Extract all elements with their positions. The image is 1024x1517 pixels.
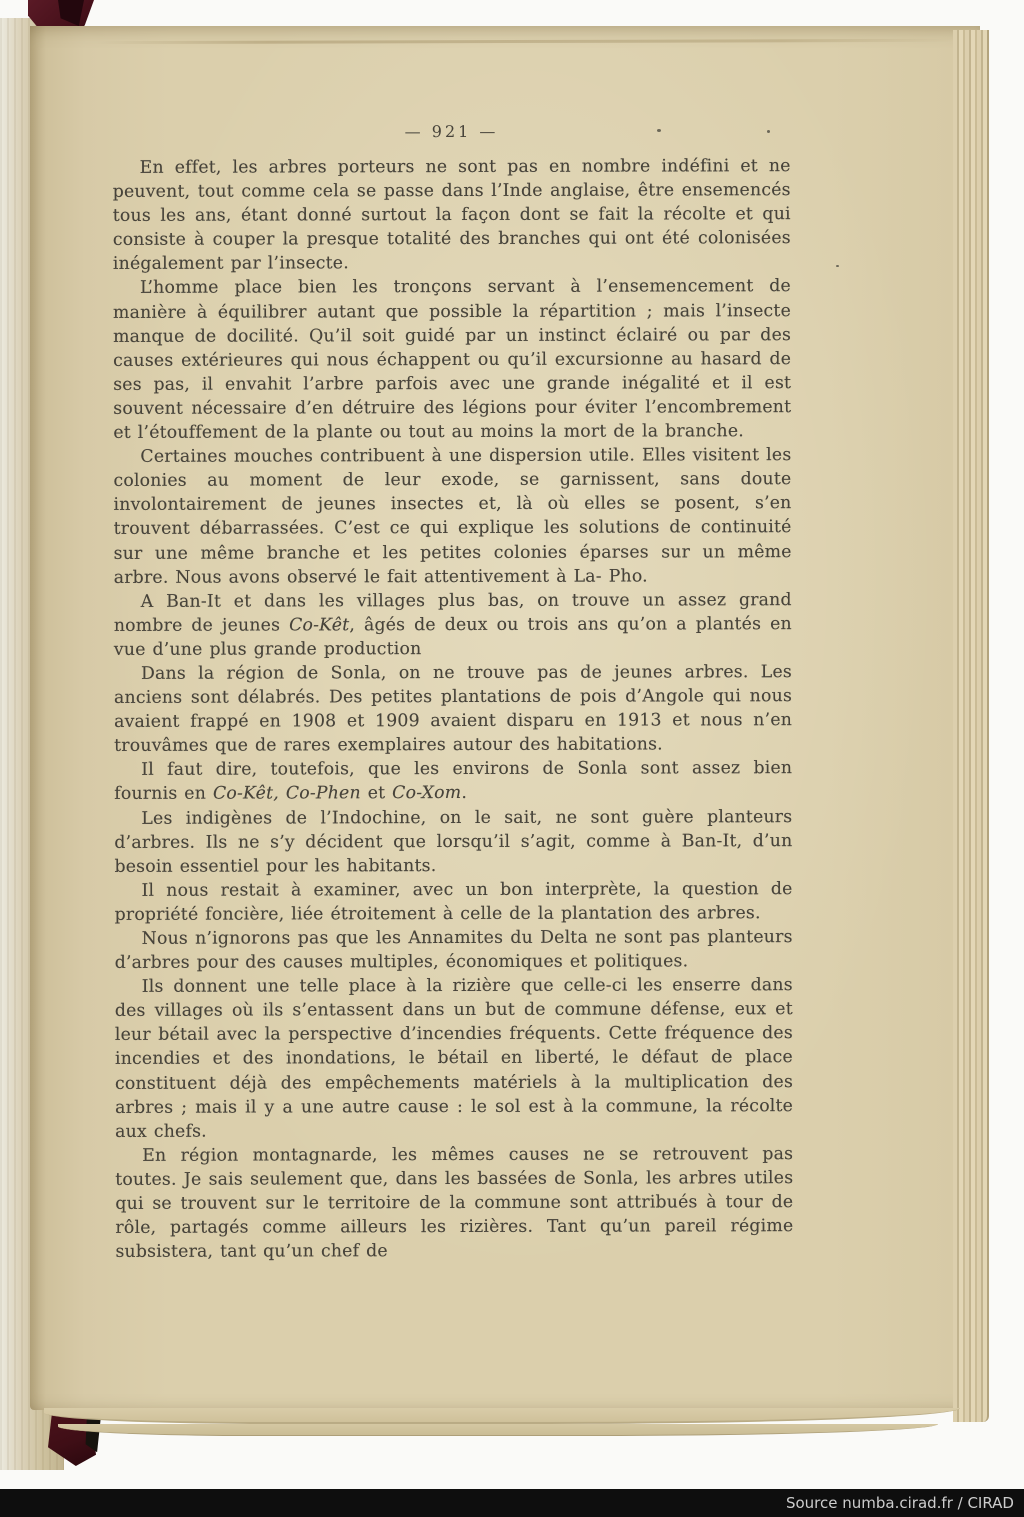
paragraph-text: .	[461, 783, 468, 804]
species-name: Co-Kêt, Co-Phen	[212, 783, 361, 805]
paragraph-text: Il faut dire, toutefois, que les environs de Sonla sont assez bien fournis en	[114, 758, 793, 805]
paragraph-text: L’homme place bien les tronçons servant à l’ensemencement de manière à équilibrer autant que possible la répartition ; mais l’insecte manque de docilité. Qu’il soit guidé par un instinct éclairé ou par des causes extérieures qui nous échappent ou qu’il excursionne au hasard de ses pas, il envahit l’arbre parfois avec une grande inégalité et il est souvent nécessaire d’en détruire des légions pour éviter l’encombrement et l’étouffement de la plante ou tout au moins la mort de la branche.	[112, 276, 792, 443]
paragraph	[114, 660, 792, 758]
species-name: Co-Kêt	[289, 615, 350, 636]
species-name: Co-Xom	[392, 783, 462, 804]
scan-speck	[657, 129, 661, 132]
paragraph	[114, 756, 792, 806]
stacked-page-edges	[953, 30, 989, 1422]
source-credit-text: Source numba.cirad.fr / CIRAD	[785, 1494, 1014, 1512]
paragraph	[114, 805, 792, 879]
paragraph-text: Certaines mouches contribuent à une dispersion utile. Elles visitent les colonies au moment de leur exode, se garnissent, sans doute involontairement de jeunes insectes et, là où elles se posent, s’en trouvent débarrassées. C’est ce qui explique les solutions de continuité sur une même branche et les petites colonies éparses sur un même arbre. Nous avons observé le fait attentivement à La- Pho.	[113, 445, 792, 588]
page-bottom-curl-outer	[44, 1408, 960, 1424]
paragraph-text: Il nous restait à examiner, avec un bon interprète, la question de propriété foncière, liée étroitement à celle de la plantation des arbres.	[114, 878, 793, 925]
paragraph	[115, 1142, 793, 1264]
paragraph-text: En région montagnarde, les mêmes causes ne se retrouvent pas toutes. Je sais seulement que, dans les bassées de Sonla, les arbres utiles qui se trouvent sur le territoire de la commune sont attribués à tour de rôle, partagés comme ailleurs les rizières. Tant qu’un pareil régime subsistera, tant qu’un chef de	[115, 1143, 794, 1263]
scan-speck	[836, 265, 839, 267]
paragraph-text: A Ban-It et dans les villages plus bas, on trouve un assez grand nombre de jeunes	[113, 589, 792, 636]
paragraph	[114, 877, 792, 927]
page-number: — 921 —	[404, 121, 499, 142]
scan-speck	[767, 130, 770, 133]
paragraph-text: et	[360, 783, 393, 804]
paragraph-text: En effet, les arbres porteurs ne sont pas en nombre indéfini et ne peuvent, tout comme cela se passe dans l’Inde anglaise, être ensemencés tous les ans, étant donné surtout la façon dont se fait la récolte et qui consiste à couper la presque totalité des branches qui ont été colonisées inégalement par l’insecte.	[112, 156, 791, 275]
paragraph	[113, 275, 791, 445]
paragraph	[115, 973, 793, 1143]
paragraph	[113, 443, 791, 589]
paragraph-text: Ils donnent une telle place à la rizière que celle-ci les enserre dans des villages où ils s’entassent dans un but de commune défense, eux et leur bétail avec la perspective d’incendies fréquents. Cette fréquence des incendies et des inondations, le bétail en liberté, le défaut de place constituent déjà des empêchements matériels à la multiplication des arbres ; mais il y a une autre cause : le sol est à la commune, la récolte aux chefs.	[114, 975, 794, 1142]
page-text-block	[113, 121, 794, 1264]
source-credit-bar	[0, 1489, 1024, 1517]
paragraph-text: Nous n’ignorons pas que les Annamites du Delta ne sont pas planteurs d’arbres pour des causes multiples, économiques et politiques.	[114, 927, 793, 973]
page-bottom-curl-inner	[58, 1424, 938, 1436]
paragraph-text: Dans la région de Sonla, on ne trouve pas de jeunes arbres. Les anciens sont délabrés. Des petites plantations de pois d’Angole qui nous avaient frappé en 1908 et 1909 avaient disparu en 1913 et nous n’en trouvâmes que de rares exemplaires autour des habitations.	[113, 662, 793, 757]
paragraph	[114, 588, 792, 662]
paragraph-text: Les indigènes de l’Indochine, on le sait, ne sont guère planteurs d’arbres. Ils ne s’y décident que lorsqu’il s’agit, comme à Ban-It, d’un besoin essentiel pour les habitants.	[114, 806, 793, 877]
paragraph	[113, 154, 791, 276]
paragraph-text: , âgés de deux ou trois ans qu’on a plantés en vue d’une plus grande production	[113, 613, 792, 660]
paragraph	[115, 925, 793, 975]
book-page	[30, 26, 980, 1410]
